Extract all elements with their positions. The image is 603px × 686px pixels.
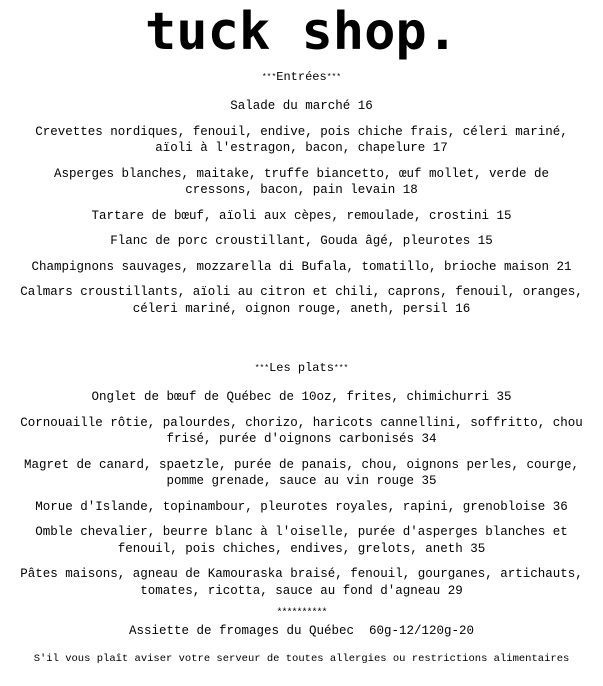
- cheese-plate-item: Assiette de fromages du Québec 60g-12/120g-20: [128, 624, 475, 638]
- section-title-label: Entrées: [276, 70, 327, 84]
- menu-item-plat: Cornouaille rôtie, palourdes, chorizo, haricots cannellini, soffritto, chou frisé, purée d'oignons carbonisés 34: [20, 415, 583, 446]
- title-stars-right: ***: [333, 364, 349, 373]
- title-stars-left: ***: [261, 73, 277, 82]
- allergy-note: S'il vous plaît aviser votre serveur de toutes allergies ou restrictions alimentaires: [33, 653, 570, 665]
- logo-title: tuck shop.: [144, 2, 459, 62]
- menu-item-entree: Calmars croustillants, aïoli au citron et chili, caprons, fenouil, oranges, céleri mariné, oignon rouge, aneth, persil 16: [20, 285, 583, 316]
- menu-body: [0, 70, 603, 666]
- menu-item-entree: Champignons sauvages, mozzarella di Bufala, tomatillo, brioche maison 21: [31, 259, 572, 274]
- menu-item-plat: Pâtes maisons, agneau de Kamouraska braisé, fenouil, gourganes, artichauts, tomates, ricotta, sauce au fond d'agneau 29: [20, 567, 583, 598]
- menu-item-entree: Asperges blanches, maitake, truffe biancetto, œuf mollet, verde de cressons, bacon, pain levain 18: [53, 166, 550, 197]
- section-title-entrees: [0, 70, 603, 85]
- menu-item-entree: Salade du marché 16: [230, 99, 373, 113]
- title-stars-right: ***: [326, 73, 342, 82]
- section-title-plats: [0, 361, 603, 376]
- section-title-label: Les plats: [269, 361, 334, 375]
- menu-item-entree: Tartare de bœuf, aïoli aux cèpes, remoulade, crostini 15: [91, 208, 512, 223]
- menu-item-entree: Flanc de porc croustillant, Gouda âgé, pleurotes 15: [110, 234, 493, 248]
- title-stars-left: ***: [254, 364, 270, 373]
- menu-item-entree: Crevettes nordiques, fenouil, endive, pois chiche frais, céleri mariné, aïoli à l'estragon, bacon, chapelure 17: [35, 124, 568, 155]
- section-spacer: [0, 326, 603, 361]
- star-divider: **********: [276, 608, 327, 619]
- menu-item-plat: Onglet de bœuf de Québec de 10oz, frites, chimichurri 35: [91, 390, 512, 404]
- menu-item-plat: Omble chevalier, beurre blanc à l'oiselle, purée d'asperges blanches et fenouil, pois chiches, endives, grelots, aneth 35: [35, 525, 568, 556]
- menu-item-plat: Morue d'Islande, topinambour, pleurotes royales, rapini, grenobloise 36: [35, 499, 568, 514]
- menu-item-plat: Magret de canard, spaetzle, purée de panais, chou, oignons perles, courge, pomme grenade, sauce au vin rouge 35: [23, 457, 580, 488]
